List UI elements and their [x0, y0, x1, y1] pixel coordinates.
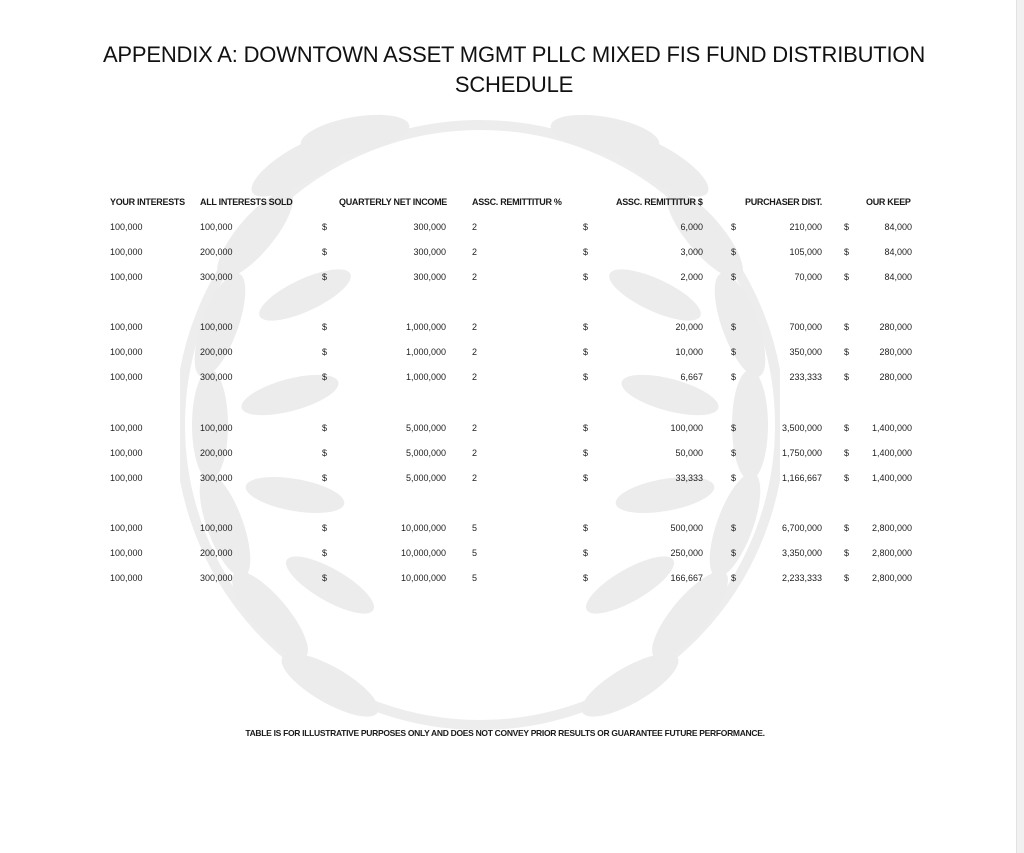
currency-symbol: $	[322, 322, 328, 332]
cell-your-interests: 100,000	[110, 473, 143, 483]
cell-all-interests-sold: 100,000	[200, 523, 233, 533]
cell-our-keep: 280,000	[879, 372, 912, 382]
currency-symbol: $	[844, 347, 850, 357]
currency-symbol: $	[731, 473, 737, 483]
cell-quarterly-net-income: 10,000,000	[400, 573, 446, 583]
header-your-interests: YOUR INTERESTS	[110, 197, 185, 207]
currency-symbol: $	[583, 573, 589, 583]
currency-symbol: $	[731, 347, 737, 357]
cell-your-interests: 100,000	[110, 448, 143, 458]
cell-assc-remittitur-pct: 2	[472, 423, 478, 433]
cell-our-keep: 1,400,000	[871, 473, 912, 483]
cell-assc-remittitur-pct: 2	[472, 322, 478, 332]
cell-your-interests: 100,000	[110, 222, 143, 232]
currency-symbol: $	[583, 347, 589, 357]
cell-assc-remittitur-usd: 2,000	[680, 272, 703, 282]
cell-assc-remittitur-pct: 5	[472, 523, 478, 533]
cell-assc-remittitur-usd: 6,667	[680, 372, 703, 382]
cell-your-interests: 100,000	[110, 372, 143, 382]
currency-symbol: $	[844, 523, 850, 533]
currency-symbol: $	[731, 523, 737, 533]
cell-assc-remittitur-pct: 5	[472, 573, 478, 583]
cell-purchaser-dist: 2,233,333	[781, 573, 822, 583]
currency-symbol: $	[583, 523, 589, 533]
cell-your-interests: 100,000	[110, 523, 143, 533]
header-quarterly-net-income: QUARTERLY NET INCOME	[339, 197, 448, 207]
header-all-interests-sold: ALL INTERESTS SOLD	[200, 197, 293, 207]
cell-your-interests: 100,000	[110, 272, 143, 282]
currency-symbol: $	[731, 247, 737, 257]
cell-purchaser-dist: 70,000	[794, 272, 822, 282]
cell-assc-remittitur-usd: 20,000	[675, 322, 703, 332]
cell-assc-remittitur-usd: 33,333	[675, 473, 703, 483]
cell-our-keep: 84,000	[884, 222, 912, 232]
cell-assc-remittitur-pct: 2	[472, 247, 478, 257]
cell-quarterly-net-income: 5,000,000	[405, 448, 446, 458]
cell-our-keep: 1,400,000	[871, 448, 912, 458]
currency-symbol: $	[731, 548, 737, 558]
cell-our-keep: 2,800,000	[871, 573, 912, 583]
cell-quarterly-net-income: 300,000	[413, 247, 446, 257]
currency-symbol: $	[322, 272, 328, 282]
header-assc-remittitur-usd: ASSC. REMITTITUR $	[616, 197, 703, 207]
cell-assc-remittitur-usd: 50,000	[675, 448, 703, 458]
cell-assc-remittitur-pct: 2	[472, 347, 478, 357]
cell-our-keep: 84,000	[884, 247, 912, 257]
cell-all-interests-sold: 200,000	[200, 548, 233, 558]
cell-purchaser-dist: 1,750,000	[781, 448, 822, 458]
cell-assc-remittitur-usd: 3,000	[680, 247, 703, 257]
currency-symbol: $	[844, 272, 850, 282]
currency-symbol: $	[322, 573, 328, 583]
cell-all-interests-sold: 100,000	[200, 322, 233, 332]
cell-our-keep: 280,000	[879, 322, 912, 332]
cell-assc-remittitur-usd: 100,000	[670, 423, 703, 433]
currency-symbol: $	[844, 372, 850, 382]
currency-symbol: $	[583, 423, 589, 433]
currency-symbol: $	[731, 573, 737, 583]
currency-symbol: $	[844, 573, 850, 583]
cell-all-interests-sold: 100,000	[200, 423, 233, 433]
currency-symbol: $	[844, 448, 850, 458]
cell-purchaser-dist: 6,700,000	[781, 523, 822, 533]
currency-symbol: $	[583, 548, 589, 558]
cell-assc-remittitur-usd: 500,000	[670, 523, 703, 533]
cell-our-keep: 2,800,000	[871, 523, 912, 533]
page-title	[100, 40, 928, 100]
cell-your-interests: 100,000	[110, 347, 143, 357]
currency-symbol: $	[322, 523, 328, 533]
cell-our-keep: 280,000	[879, 347, 912, 357]
cell-quarterly-net-income: 300,000	[413, 222, 446, 232]
cell-assc-remittitur-pct: 2	[472, 473, 478, 483]
cell-all-interests-sold: 200,000	[200, 347, 233, 357]
cell-quarterly-net-income: 1,000,000	[405, 372, 446, 382]
cell-your-interests: 100,000	[110, 548, 143, 558]
currency-symbol: $	[731, 222, 737, 232]
currency-symbol: $	[583, 272, 589, 282]
cell-all-interests-sold: 300,000	[200, 473, 233, 483]
cell-all-interests-sold: 300,000	[200, 372, 233, 382]
cell-quarterly-net-income: 5,000,000	[405, 423, 446, 433]
currency-symbol: $	[583, 247, 589, 257]
title-line-1: APPENDIX A: DOWNTOWN ASSET MGMT PLLC MIXED FIS FUND DISTRIBUTION	[102, 42, 926, 67]
cell-all-interests-sold: 300,000	[200, 573, 233, 583]
cell-assc-remittitur-pct: 2	[472, 448, 478, 458]
cell-quarterly-net-income: 300,000	[413, 272, 446, 282]
cell-our-keep: 2,800,000	[871, 548, 912, 558]
currency-symbol: $	[322, 423, 328, 433]
currency-symbol: $	[731, 448, 737, 458]
vertical-scrollbar[interactable]	[1016, 0, 1024, 853]
cell-purchaser-dist: 1,166,667	[781, 473, 822, 483]
currency-symbol: $	[731, 372, 737, 382]
cell-assc-remittitur-pct: 5	[472, 548, 478, 558]
cell-assc-remittitur-pct: 2	[472, 222, 478, 232]
currency-symbol: $	[844, 322, 850, 332]
header-assc-remittitur-pct: ASSC. REMITTITUR %	[472, 197, 562, 207]
currency-symbol: $	[844, 423, 850, 433]
cell-our-keep: 84,000	[884, 272, 912, 282]
cell-assc-remittitur-pct: 2	[472, 272, 478, 282]
currency-symbol: $	[322, 347, 328, 357]
cell-all-interests-sold: 200,000	[200, 448, 233, 458]
currency-symbol: $	[844, 473, 850, 483]
cell-purchaser-dist: 233,333	[789, 372, 822, 382]
cell-assc-remittitur-pct: 2	[472, 372, 478, 382]
cell-purchaser-dist: 105,000	[789, 247, 822, 257]
cell-purchaser-dist: 3,350,000	[781, 548, 822, 558]
currency-symbol: $	[322, 222, 328, 232]
cell-your-interests: 100,000	[110, 322, 143, 332]
currency-symbol: $	[583, 473, 589, 483]
cell-our-keep: 1,400,000	[871, 423, 912, 433]
currency-symbol: $	[731, 423, 737, 433]
cell-purchaser-dist: 700,000	[789, 322, 822, 332]
currency-symbol: $	[583, 448, 589, 458]
cell-quarterly-net-income: 10,000,000	[400, 523, 446, 533]
currency-symbol: $	[322, 372, 328, 382]
currency-symbol: $	[322, 448, 328, 458]
title-line-2: SCHEDULE	[454, 72, 574, 97]
cell-quarterly-net-income: 10,000,000	[400, 548, 446, 558]
cell-purchaser-dist: 350,000	[789, 347, 822, 357]
currency-symbol: $	[322, 473, 328, 483]
cell-assc-remittitur-usd: 166,667	[670, 573, 703, 583]
cell-assc-remittitur-usd: 250,000	[670, 548, 703, 558]
disclaimer-footer: TABLE IS FOR ILLUSTRATIVE PURPOSES ONLY AND DOES NOT CONVEY PRIOR RESULTS OR GUARANTEE FUTURE PERFORMANCE.	[245, 728, 765, 738]
currency-symbol: $	[322, 548, 328, 558]
cell-purchaser-dist: 210,000	[789, 222, 822, 232]
currency-symbol: $	[583, 222, 589, 232]
currency-symbol: $	[731, 272, 737, 282]
cell-assc-remittitur-usd: 6,000	[680, 222, 703, 232]
currency-symbol: $	[583, 322, 589, 332]
cell-all-interests-sold: 100,000	[200, 222, 233, 232]
currency-symbol: $	[322, 247, 328, 257]
cell-quarterly-net-income: 1,000,000	[405, 347, 446, 357]
cell-purchaser-dist: 3,500,000	[781, 423, 822, 433]
currency-symbol: $	[583, 372, 589, 382]
cell-quarterly-net-income: 1,000,000	[405, 322, 446, 332]
currency-symbol: $	[844, 247, 850, 257]
cell-all-interests-sold: 300,000	[200, 272, 233, 282]
cell-your-interests: 100,000	[110, 423, 143, 433]
cell-all-interests-sold: 200,000	[200, 247, 233, 257]
cell-quarterly-net-income: 5,000,000	[405, 473, 446, 483]
cell-your-interests: 100,000	[110, 573, 143, 583]
currency-symbol: $	[731, 322, 737, 332]
header-our-keep: OUR KEEP	[866, 197, 911, 207]
cell-your-interests: 100,000	[110, 247, 143, 257]
header-purchaser-dist: PURCHASER DIST.	[745, 197, 823, 207]
currency-symbol: $	[844, 222, 850, 232]
cell-assc-remittitur-usd: 10,000	[675, 347, 703, 357]
currency-symbol: $	[844, 548, 850, 558]
